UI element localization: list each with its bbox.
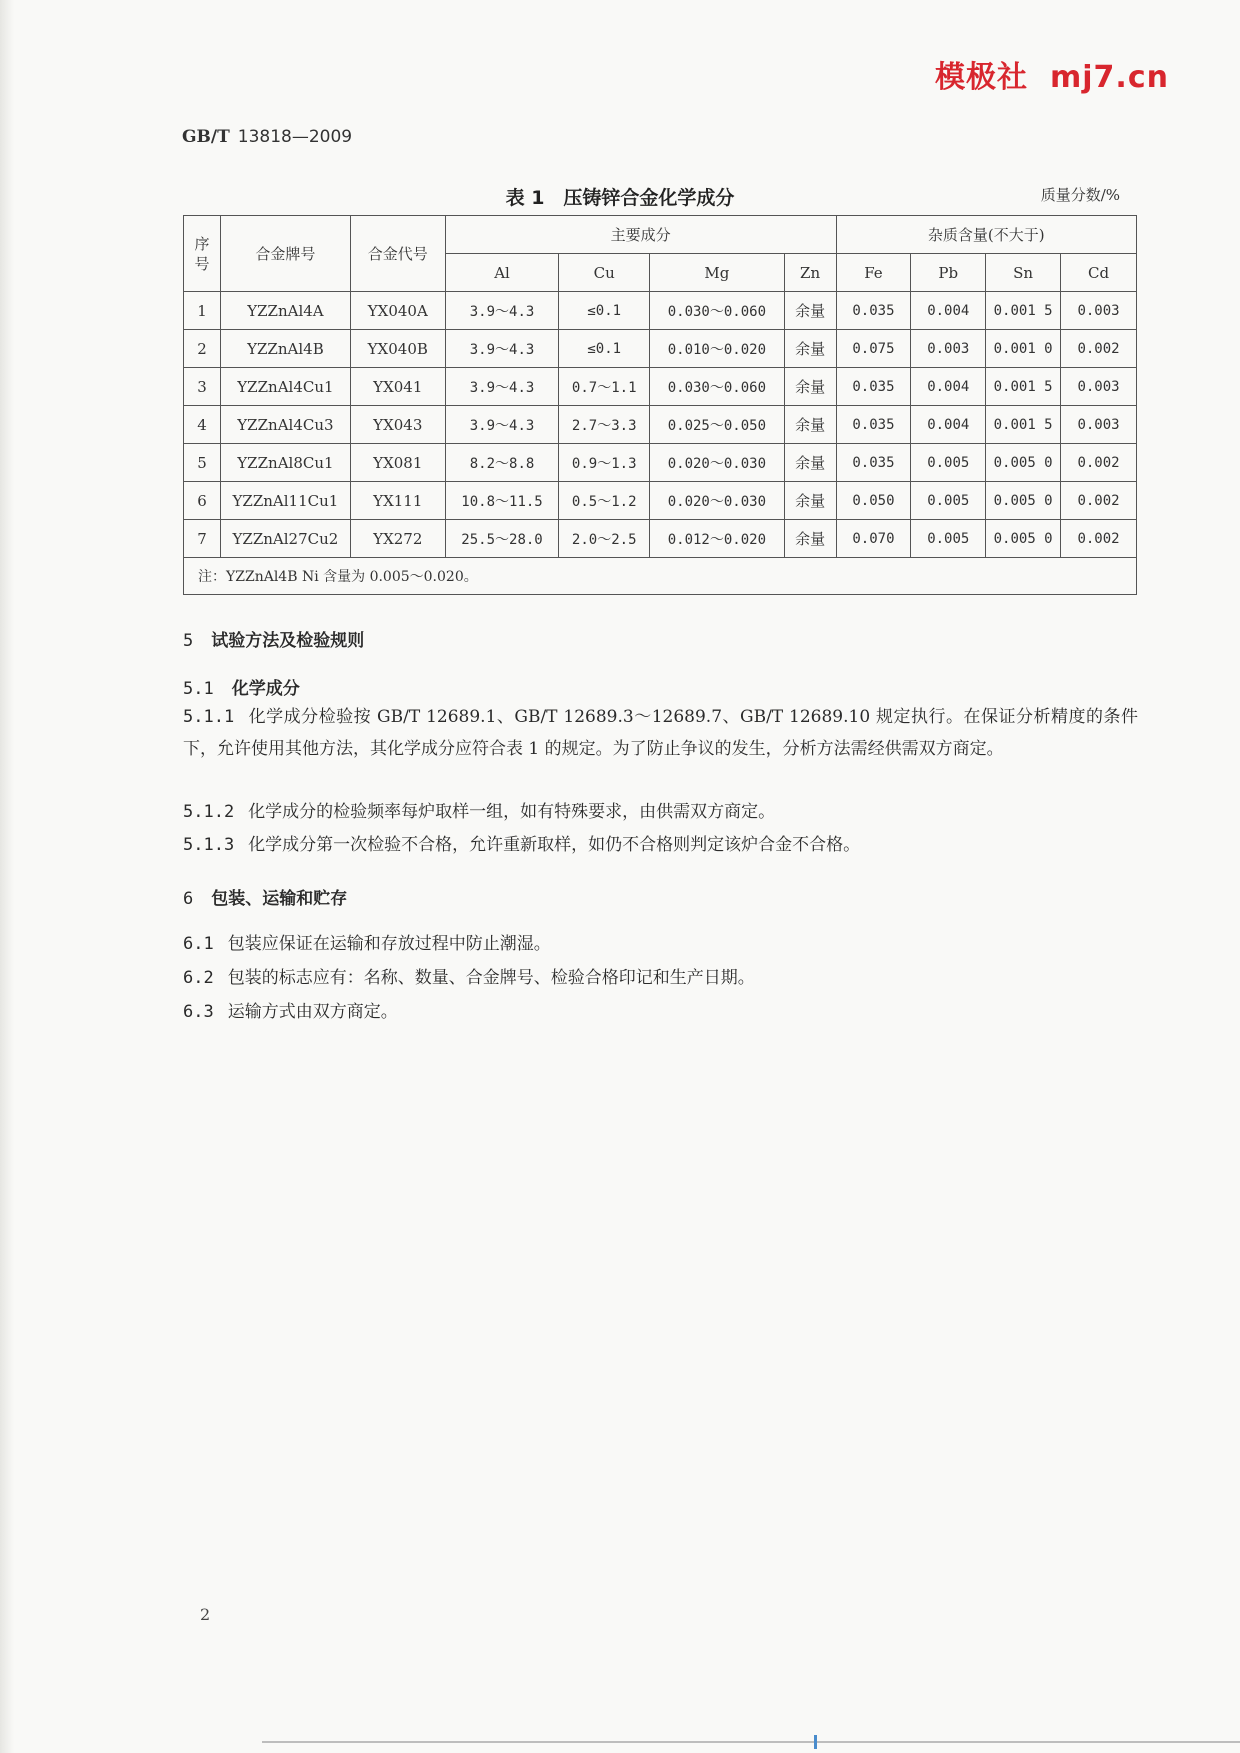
cell-fe: 0.075	[836, 330, 911, 368]
cell-al: 3.9～4.3	[445, 292, 559, 330]
cell-grade: YZZnAl4B	[220, 330, 350, 368]
cell-al: 3.9～4.3	[445, 368, 559, 406]
table-note: 注：YZZnAl4B Ni 含量为 0.005～0.020。	[184, 558, 1137, 595]
cell-pb: 0.005	[911, 482, 986, 520]
cell-zn: 余量	[784, 444, 836, 482]
clause-6-2	[183, 962, 1138, 994]
header-al: Al	[445, 254, 559, 292]
cell-seq: 6	[184, 482, 221, 520]
cell-fe: 0.035	[836, 368, 911, 406]
cell-code: YX043	[350, 406, 445, 444]
clause-text: 包装应保证在运输和存放过程中防止潮湿。	[227, 934, 551, 954]
table-row	[184, 368, 1137, 406]
cell-cu: 0.5～1.2	[559, 482, 650, 520]
section-title: 化学成分	[231, 679, 300, 699]
cell-zn: 余量	[784, 482, 836, 520]
cell-seq: 7	[184, 520, 221, 558]
cell-fe: 0.070	[836, 520, 911, 558]
table-row	[184, 406, 1137, 444]
clause-6-1	[183, 928, 1138, 960]
cell-sn: 0.005 0	[986, 482, 1061, 520]
cell-mg: 0.020～0.030	[650, 444, 785, 482]
header-main-composition: 主要成分	[445, 216, 836, 254]
header-pb: Pb	[911, 254, 986, 292]
clause-number: 6.3	[183, 1002, 214, 1022]
table-row	[184, 482, 1137, 520]
cell-grade: YZZnAl8Cu1	[220, 444, 350, 482]
header-seq: 序号	[184, 216, 221, 292]
clause-text: 包装的标志应有：名称、数量、合金牌号、检验合格印记和生产日期。	[227, 968, 755, 988]
table-note-row	[184, 558, 1137, 595]
cell-cd: 0.003	[1061, 406, 1137, 444]
cell-code: YX040A	[350, 292, 445, 330]
cell-pb: 0.005	[911, 444, 986, 482]
standard-number: 13818—2009	[237, 127, 353, 147]
cell-code: YX041	[350, 368, 445, 406]
clause-text: 运输方式由双方商定。	[227, 1002, 398, 1022]
cell-seq: 5	[184, 444, 221, 482]
bottom-tick	[814, 1735, 817, 1749]
cell-code: YX040B	[350, 330, 445, 368]
cell-cu: 0.9～1.3	[559, 444, 650, 482]
section-number: 6	[183, 889, 194, 909]
cell-al: 3.9～4.3	[445, 406, 559, 444]
watermark	[935, 52, 1169, 96]
cell-mg: 0.025～0.050	[650, 406, 785, 444]
cell-cu: 0.7～1.1	[559, 368, 650, 406]
clause-number: 5.1.1	[183, 707, 235, 727]
cell-pb: 0.005	[911, 520, 986, 558]
cell-sn: 0.001 0	[986, 330, 1061, 368]
cell-cd: 0.003	[1061, 368, 1137, 406]
cell-seq: 2	[184, 330, 221, 368]
header-impurity: 杂质含量(不大于)	[836, 216, 1136, 254]
cell-pb: 0.004	[911, 292, 986, 330]
section-number: 5	[183, 631, 194, 651]
cell-fe: 0.050	[836, 482, 911, 520]
header-fe: Fe	[836, 254, 911, 292]
cell-sn: 0.001 5	[986, 406, 1061, 444]
composition-table	[183, 215, 1137, 595]
clause-text: 化学成分第一次检验不合格，允许重新取样，如仍不合格则判定该炉合金不合格。	[248, 835, 861, 855]
cell-cd: 0.002	[1061, 330, 1137, 368]
clause-number: 5.1.3	[183, 835, 235, 855]
cell-zn: 余量	[784, 292, 836, 330]
cell-cu: 2.0～2.5	[559, 520, 650, 558]
header-cd: Cd	[1061, 254, 1137, 292]
table-row	[184, 444, 1137, 482]
cell-mg: 0.020～0.030	[650, 482, 785, 520]
cell-seq: 1	[184, 292, 221, 330]
cell-grade: YZZnAl27Cu2	[220, 520, 350, 558]
cell-cu: 2.7～3.3	[559, 406, 650, 444]
watermark-site: mj7.cn	[1050, 60, 1169, 95]
standard-prefix: GB/T	[182, 127, 230, 147]
cell-seq: 3	[184, 368, 221, 406]
clause-number: 6.1	[183, 934, 214, 954]
cell-mg: 0.030～0.060	[650, 292, 785, 330]
cell-zn: 余量	[784, 330, 836, 368]
watermark-brand: 模极社	[935, 60, 1028, 95]
header-sn: Sn	[986, 254, 1061, 292]
cell-seq: 4	[184, 406, 221, 444]
table-caption: 表 1 压铸锌合金化学成分	[505, 187, 735, 209]
cell-cd: 0.002	[1061, 520, 1137, 558]
cell-cd: 0.003	[1061, 292, 1137, 330]
cell-grade: YZZnAl11Cu1	[220, 482, 350, 520]
clause-5-1-3	[183, 829, 1138, 861]
clause-5-1-2	[183, 796, 1138, 828]
cell-fe: 0.035	[836, 292, 911, 330]
cell-pb: 0.004	[911, 368, 986, 406]
section-title: 包装、运输和贮存	[211, 889, 348, 909]
table-row	[184, 520, 1137, 558]
cell-zn: 余量	[784, 368, 836, 406]
cell-cu: ≤0.1	[559, 292, 650, 330]
section-5-1-heading	[183, 674, 300, 699]
section-title: 试验方法及检验规则	[211, 631, 365, 651]
section-5-heading	[183, 626, 364, 651]
cell-code: YX272	[350, 520, 445, 558]
scan-edge-shadow	[0, 0, 14, 1753]
header-cu: Cu	[559, 254, 650, 292]
clause-6-3	[183, 996, 1138, 1028]
clause-5-1-1	[183, 701, 1138, 765]
cell-zn: 余量	[784, 406, 836, 444]
cell-code: YX111	[350, 482, 445, 520]
section-number: 5.1	[183, 679, 214, 699]
cell-code: YX081	[350, 444, 445, 482]
cell-pb: 0.004	[911, 406, 986, 444]
cell-grade: YZZnAl4Cu1	[220, 368, 350, 406]
clause-number: 5.1.2	[183, 802, 235, 822]
clause-text: 化学成分检验按 GB/T 12689.1、GB/T 12689.3～12689.7、GB/T 12689.10 规定执行。在保证分析精度的条件下，允许使用其他方法，其化学成分应符合表 1 的规定。为了防止争议的发生，分析方法需经供需双方商定。	[183, 707, 1138, 759]
header-grade: 合金牌号	[220, 216, 350, 292]
page-number: 2	[200, 1605, 211, 1624]
clause-number: 6.2	[183, 968, 214, 988]
cell-fe: 0.035	[836, 406, 911, 444]
cell-mg: 0.030～0.060	[650, 368, 785, 406]
header-zn: Zn	[784, 254, 836, 292]
cell-al: 3.9～4.3	[445, 330, 559, 368]
clause-text: 化学成分的检验频率每炉取样一组，如有特殊要求，由供需双方商定。	[248, 802, 776, 822]
table-row	[184, 292, 1137, 330]
header-code: 合金代号	[350, 216, 445, 292]
document-code	[182, 127, 352, 147]
cell-sn: 0.005 0	[986, 444, 1061, 482]
cell-grade: YZZnAl4A	[220, 292, 350, 330]
header-mg: Mg	[650, 254, 785, 292]
cell-al: 8.2～8.8	[445, 444, 559, 482]
cell-fe: 0.035	[836, 444, 911, 482]
bottom-rule	[262, 1741, 1240, 1743]
cell-sn: 0.001 5	[986, 292, 1061, 330]
table-header-row-1	[184, 216, 1137, 254]
cell-sn: 0.005 0	[986, 520, 1061, 558]
cell-al: 25.5～28.0	[445, 520, 559, 558]
cell-cu: ≤0.1	[559, 330, 650, 368]
cell-grade: YZZnAl4Cu3	[220, 406, 350, 444]
cell-sn: 0.001 5	[986, 368, 1061, 406]
cell-al: 10.8～11.5	[445, 482, 559, 520]
cell-mg: 0.012～0.020	[650, 520, 785, 558]
cell-cd: 0.002	[1061, 444, 1137, 482]
table-row	[184, 330, 1137, 368]
cell-mg: 0.010～0.020	[650, 330, 785, 368]
cell-pb: 0.003	[911, 330, 986, 368]
table-unit: 质量分数/%	[1040, 186, 1120, 204]
section-6-heading	[183, 884, 347, 909]
cell-zn: 余量	[784, 520, 836, 558]
cell-cd: 0.002	[1061, 482, 1137, 520]
